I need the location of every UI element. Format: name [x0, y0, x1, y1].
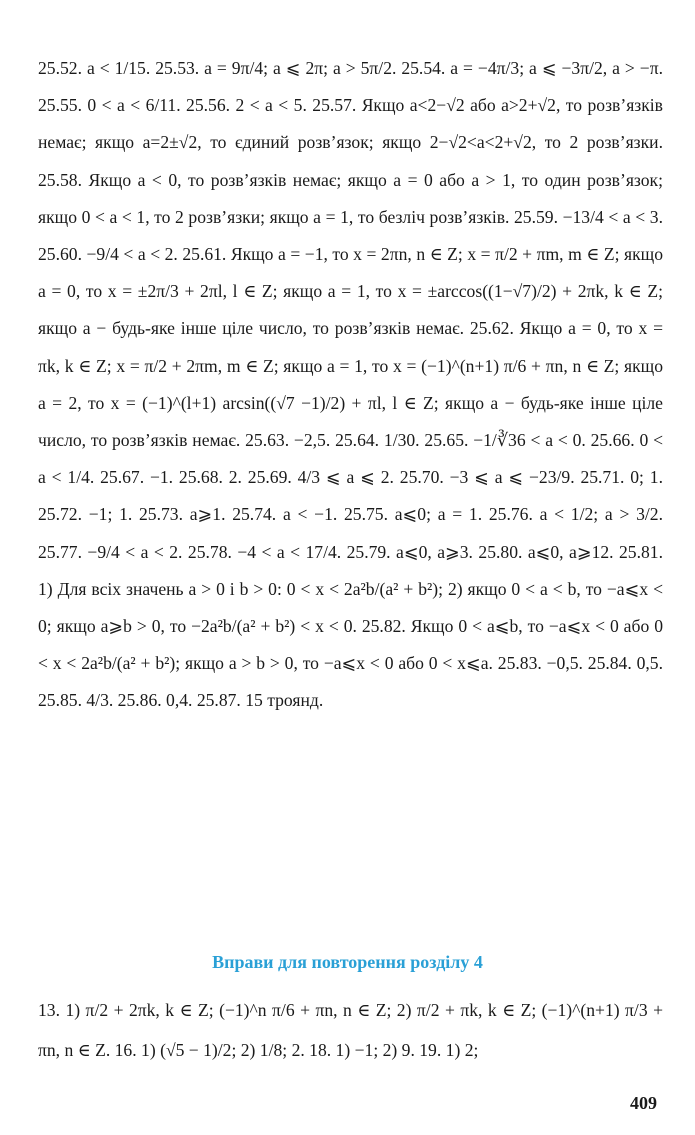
page-number: 409	[630, 1093, 657, 1113]
answers-block	[38, 50, 663, 720]
exercises-text: 13. 1) π/2 + 2πk, k ∈ Z; (−1)^n π/6 + πn, n ∈ Z; 2) π/2 + πk, k ∈ Z; (−1)^(n+1) π/3 + πn, n ∈ Z. 16. 1) (√5 − 1)/2; 2) 1/8; 2. 18. 1) −1; 2) 9. 19. 1) 2;	[38, 1000, 663, 1060]
section-title: Вправи для повторення розділу 4	[212, 952, 483, 972]
answers-text: 25.52. a < 1/15. 25.53. a = 9π/4; a ⩽ 2π; a > 5π/2. 25.54. a = −4π/3; a ⩽ −3π/2, a > −π. 25.55. 0 < a < 6/11. 25.56. 2 < a < 5. 25.57. Якщо a<2−√2 або a>2+√2, то розв’язків немає; якщо a=2±√2, то єдиний розв’язок; якщо 2−√2<a<2+√2, то 2 розв’язки. 25.58. Якщо a < 0, то розв’язків немає; якщо a = 0 або a > 1, то один розв’язок; якщо 0 < a < 1, то 2 розв’язки; якщо a = 1, то безліч розв’язків. 25.59. −13/4 < a < 3. 25.60. −9/4 < a < 2. 25.61. Якщо a = −1, то x = 2πn, n ∈ Z; x = π/2 + πm, m ∈ Z; якщо a = 0, то x = ±2π/3 + 2πl, l ∈ Z; якщо a = 1, то x = ±arccos((1−√7)/2) + 2πk, k ∈ Z; якщо a − будь-яке інше ціле число, то розв’язків немає. 25.62. Якщо a = 0, то x = πk, k ∈ Z; x = π/2 + 2πm, m ∈ Z; якщо a = 1, то x = (−1)^(n+1) π/6 + πn, n ∈ Z; якщо a = 2, то x = (−1)^(l+1) arcsin((√7 −1)/2) + πl, l ∈ Z; якщо a − будь-яке інше ціле число, то розв’язків немає. 25.63. −2,5. 25.64. 1/30. 25.65. −1/∛36 < a < 0. 25.66. 0 < a < 1/4. 25.67. −1. 25.68. 2. 25.69. 4/3 ⩽ a ⩽ 2. 25.70. −3 ⩽ a ⩽ −23/9. 25.71. 0; 1. 25.72. −1; 1. 25.73. a⩾1. 25.74. a < −1. 25.75. a⩽0; a = 1. 25.76. a < 1/2; a > 3/2. 25.77. −9/4 < a < 2. 25.78. −4 < a < 17/4. 25.79. a⩽0, a⩾3. 25.80. a⩽0, a⩾12. 25.81. 1) Для всіх значень a > 0 і b > 0: 0 < x < 2a²b/(a² + b²); 2) якщо 0 < a < b, то −a⩽x < 0; якщо a⩾b > 0, то −2a²b/(a² + b²) < x < 0. 25.82. Якщо 0 < a⩽b, то −a⩽x < 0 або 0 < x < 2a²b/(a² + b²); якщо a > b > 0, то −a⩽x < 0 або 0 < x⩽a. 25.83. −0,5. 25.84. 0,5. 25.85. 4/3. 25.86. 0,4. 25.87. 15 троянд.	[38, 58, 663, 711]
